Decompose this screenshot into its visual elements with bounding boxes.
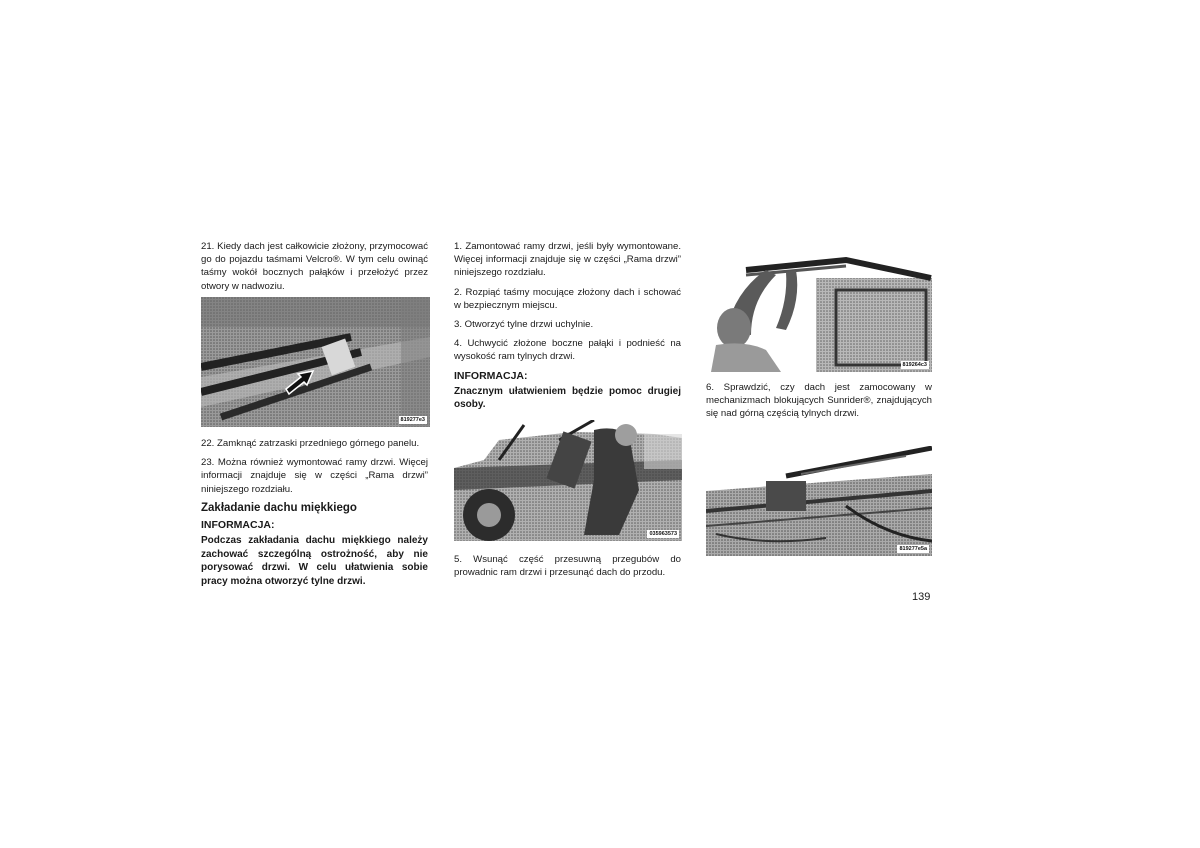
step-23: 23. Można również wymontować ramy drzwi. Więcej informacji znajduje się w części „Rama drzwi” niniejszego rozdziału. xyxy=(201,457,428,495)
middle-column xyxy=(454,240,681,418)
page-number: 139 xyxy=(912,591,931,603)
step-22: 22. Zamknąć zatrzaski przedniego górnego panelu. xyxy=(201,438,420,449)
info-label: INFORMACJA: xyxy=(454,369,528,382)
middle-column-lower xyxy=(454,553,681,585)
right-column xyxy=(706,381,932,427)
step-3: 3. Otworzyć tylne drzwi uchylnie. xyxy=(454,319,594,331)
figure-lifting-roof xyxy=(454,420,682,541)
figure-code: 035963573 xyxy=(649,531,677,537)
step-4: 4. Uchwycić złożone boczne pałąki i podnieść na wysokość ram tylnych drzwi. xyxy=(454,338,681,363)
section-title: Zakładanie dachu miękkiego xyxy=(201,501,357,514)
figure-code: 819264c3 xyxy=(902,362,927,368)
step-6: 6. Sprawdzić, czy dach jest zamocowany w mechanizmach blokujących Sunrider®, znajdujących się nad górną częścią tylnych drzwi. xyxy=(706,382,932,420)
info-label: INFORMACJA: xyxy=(201,519,275,532)
roof-latch-illustration xyxy=(706,250,932,372)
lifting-roof-illustration xyxy=(454,420,682,541)
info-text: Znacznym ułatwieniem będzie pomoc drugiej osoby. xyxy=(454,385,681,411)
left-column xyxy=(201,240,428,299)
step-21: 21. Kiedy dach jest całkowicie złożony, przymocować go do pojazdu taśmami Velcro®. W tym celu owinąć taśmy wokół bocznych pałąków i przełożyć przez otwory w nadwoziu. xyxy=(201,241,428,292)
sunrider-mechanism-illustration xyxy=(706,446,932,556)
step-5: 5. Wsunąć część przesuwną przegubów do prowadnic ram drzwi i przesunąć dach do przodu. xyxy=(454,554,681,579)
figure-sunrider-mechanism xyxy=(706,446,932,556)
velcro-straps-illustration xyxy=(201,297,430,427)
figure-roof-latch xyxy=(706,250,932,372)
step-2: 2. Rozpiąć taśmy mocujące złożony dach i schować w bezpiecznym miejscu. xyxy=(454,286,681,311)
info-text: Podczas zakładania dachu miękkiego należy zachować szczególną ostrożność, aby nie porysować drzwi. W celu ułatwienia sobie pracy można otworzyć tylne drzwi. xyxy=(201,535,428,587)
step-1: 1. Zamontować ramy drzwi, jeśli były wymontowane. Więcej informacji znajduje się w części „Rama drzwi” niniejszego rozdziału. xyxy=(454,241,681,279)
left-column-lower xyxy=(201,437,428,595)
figure-code: 819277e3 xyxy=(400,417,425,423)
figure-velcro-straps xyxy=(201,297,430,427)
figure-code: 819277e5a xyxy=(899,546,927,552)
